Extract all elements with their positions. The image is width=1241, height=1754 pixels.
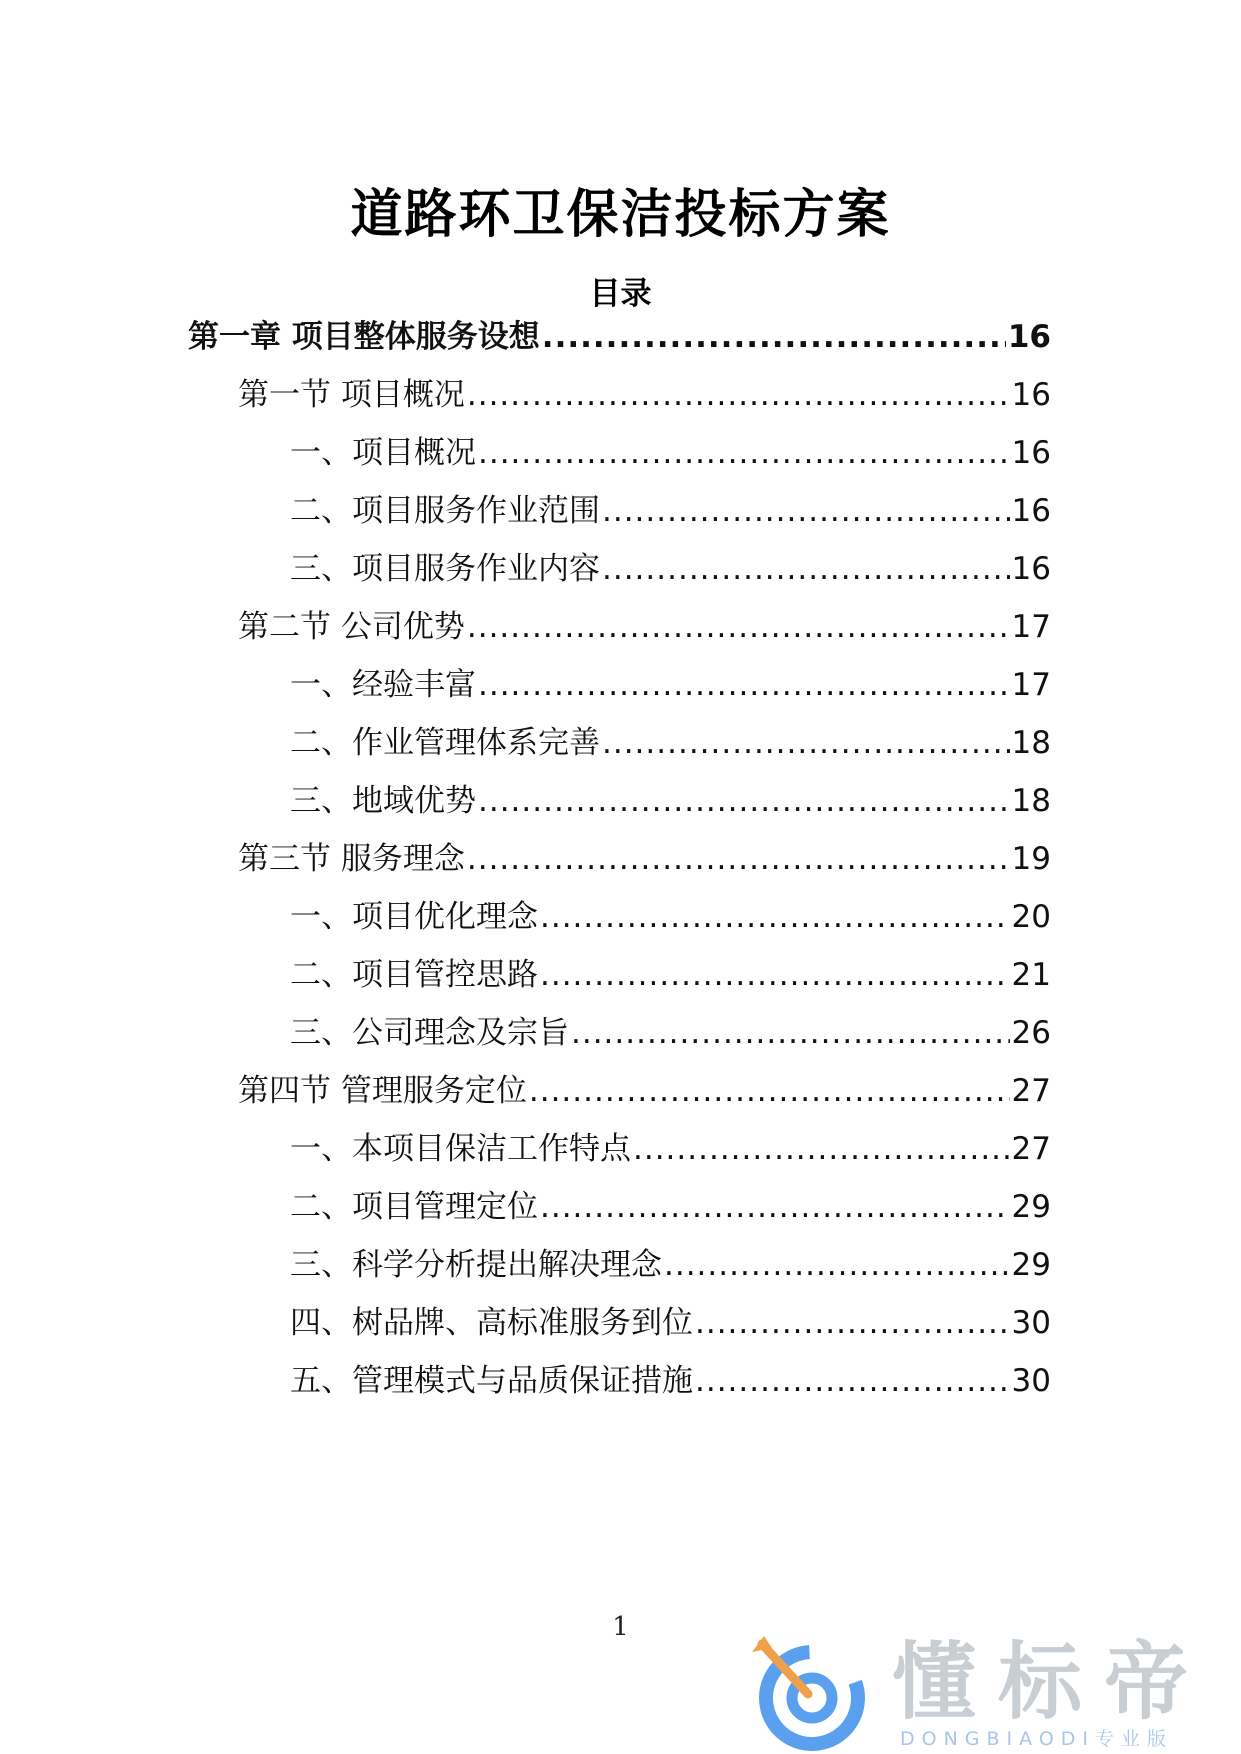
- toc-entry-title: 四、树品牌、高标准服务到位: [290, 1305, 693, 1341]
- toc-dot-leader: [540, 953, 1010, 997]
- toc-entry-title: 第一节 项目概况: [238, 377, 465, 413]
- toc-dot-leader: [695, 1359, 1010, 1403]
- toc-entry[interactable]: [238, 1069, 1051, 1113]
- toc-entry-page: 18: [1011, 725, 1051, 761]
- toc-entry-title: 二、项目管控思路: [290, 957, 538, 993]
- toc-entry[interactable]: [238, 605, 1051, 649]
- toc-entry-page: 27: [1011, 1131, 1051, 1167]
- toc-entry-title: 二、项目服务作业范围: [290, 493, 600, 529]
- target-dart-icon: [750, 1632, 868, 1752]
- toc-dot-leader: [664, 1243, 1010, 1287]
- toc-entry-page: 17: [1011, 667, 1051, 703]
- toc-dot-leader: [478, 779, 1010, 823]
- toc-entry-title: 第二节 公司优势: [238, 609, 465, 645]
- toc-entry-page: 16: [1011, 493, 1051, 529]
- toc-entry-page: 29: [1011, 1247, 1051, 1283]
- toc-dot-leader: [602, 489, 1010, 533]
- toc-entry[interactable]: [290, 779, 1051, 823]
- toc-entry-page: 17: [1011, 609, 1051, 645]
- toc-dot-leader: [478, 431, 1010, 475]
- toc-heading: 目录: [589, 276, 652, 312]
- toc-entry-page: 19: [1011, 841, 1051, 877]
- toc-entry-title: 五、管理模式与品质保证措施: [290, 1363, 693, 1399]
- toc-dot-leader: [602, 721, 1010, 765]
- toc-entry[interactable]: [290, 1243, 1051, 1287]
- toc-entry-title: 一、项目优化理念: [290, 899, 538, 935]
- toc-entry-page: 16: [1011, 551, 1051, 587]
- toc-dot-leader: [602, 547, 1010, 591]
- toc-entry-title: 第四节 管理服务定位: [238, 1073, 527, 1109]
- toc-dot-leader: [695, 1301, 1010, 1345]
- toc-entry-title: 三、公司理念及宗旨: [290, 1015, 569, 1051]
- toc-entry[interactable]: [290, 953, 1051, 997]
- toc-entry-page: 16: [1011, 435, 1051, 471]
- toc-entry-page: 18: [1011, 783, 1051, 819]
- toc-dot-leader: [467, 605, 1010, 649]
- toc-entry-title: 二、作业管理体系完善: [290, 725, 600, 761]
- toc-entry-title: 第一章 项目整体服务设想: [188, 319, 540, 355]
- toc-entry-title: 二、项目管理定位: [290, 1189, 538, 1225]
- toc-entry[interactable]: [290, 1127, 1051, 1171]
- toc-entry-page: 16: [1011, 377, 1051, 413]
- toc-entry[interactable]: [188, 315, 1051, 359]
- toc-entry-title: 三、科学分析提出解决理念: [290, 1247, 662, 1283]
- toc-dot-leader: [478, 663, 1010, 707]
- toc-entry[interactable]: [238, 837, 1051, 881]
- watermark-brand-name: 懂标帝: [892, 1633, 1211, 1731]
- toc-dot-leader: [571, 1011, 1010, 1055]
- toc-entry-page: 16: [1007, 319, 1051, 355]
- toc-dot-leader: [467, 837, 1010, 881]
- toc-entry-page: 26: [1011, 1015, 1051, 1051]
- toc-entry-title: 一、经验丰富: [290, 667, 476, 703]
- toc-dot-leader: [529, 1069, 1010, 1113]
- toc-dot-leader: [540, 1185, 1010, 1229]
- toc-entry[interactable]: [290, 1185, 1051, 1229]
- toc-entry-title: 一、本项目保洁工作特点: [290, 1131, 631, 1167]
- toc-entry[interactable]: [290, 663, 1051, 707]
- toc-entry[interactable]: [290, 1359, 1051, 1403]
- toc-dot-leader: [540, 895, 1010, 939]
- toc-entry-page: 20: [1011, 899, 1051, 935]
- document-title: 道路环卫保洁投标方案: [350, 185, 891, 245]
- toc-entry[interactable]: [290, 431, 1051, 475]
- watermark: [742, 1632, 1222, 1752]
- toc-entry[interactable]: [290, 721, 1051, 765]
- toc-dot-leader: [633, 1127, 1010, 1171]
- toc-entry[interactable]: [290, 1301, 1051, 1345]
- toc-dot-leader: [467, 373, 1010, 417]
- toc-entry-page: 30: [1011, 1305, 1051, 1341]
- toc-entry[interactable]: [290, 547, 1051, 591]
- toc-entry-page: 21: [1011, 957, 1051, 993]
- toc-dot-leader: [542, 315, 1006, 359]
- toc-entry[interactable]: [290, 895, 1051, 939]
- toc-entry-page: 27: [1011, 1073, 1051, 1109]
- toc-entry[interactable]: [290, 1011, 1051, 1055]
- toc-entry-page: 30: [1011, 1363, 1051, 1399]
- toc-entry-title: 三、项目服务作业内容: [290, 551, 600, 587]
- toc-entry[interactable]: [238, 373, 1051, 417]
- toc-entry[interactable]: [290, 489, 1051, 533]
- watermark-subtitle: DONGBIAODI专业版: [900, 1728, 1174, 1750]
- toc-entry-page: 29: [1011, 1189, 1051, 1225]
- page-number: 1: [612, 1612, 629, 1642]
- toc-entry-title: 一、项目概况: [290, 435, 476, 471]
- toc-entry-title: 第三节 服务理念: [238, 841, 465, 877]
- toc-entry-title: 三、地域优势: [290, 783, 476, 819]
